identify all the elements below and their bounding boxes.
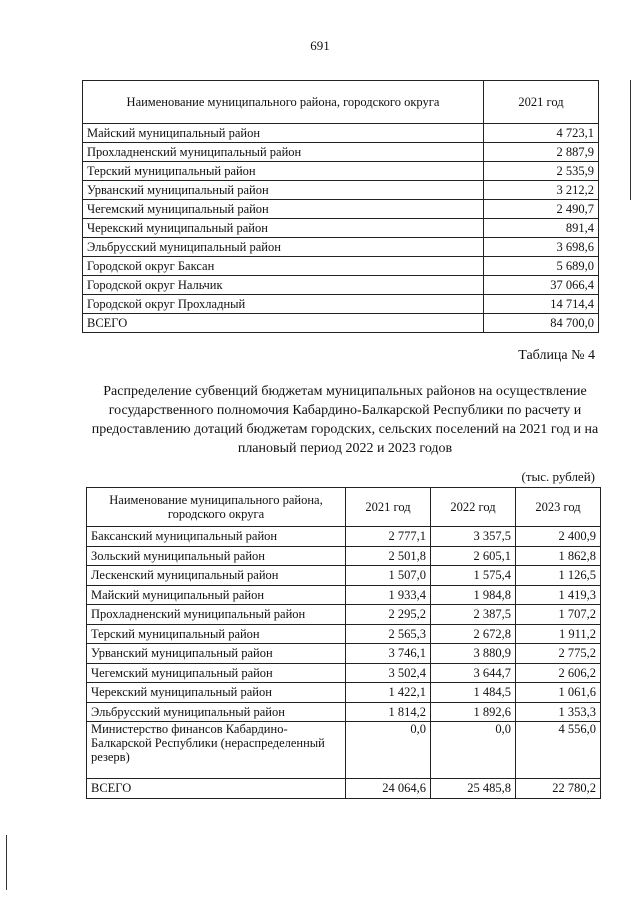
- table-row: [87, 663, 601, 683]
- value-cell: 2 565,3: [346, 624, 431, 644]
- value-cell: 2 887,9: [484, 143, 599, 162]
- value-cell: 1 422,1: [346, 683, 431, 703]
- value-cell: 25 485,8: [431, 779, 516, 799]
- row-name-cell: Прохладненский муниципальный район: [87, 605, 346, 625]
- table-row: [87, 683, 601, 703]
- column-header-2023: 2023 год: [516, 488, 601, 527]
- value-cell: 4 556,0: [516, 722, 601, 779]
- row-name-cell: Прохладненский муниципальный район: [83, 143, 484, 162]
- value-cell: 1 911,2: [516, 624, 601, 644]
- table-row: [83, 219, 599, 238]
- value-cell: 3 502,4: [346, 663, 431, 683]
- table-row: [83, 162, 599, 181]
- table-row: [87, 585, 601, 605]
- column-header-2021: 2021 год: [484, 81, 599, 124]
- value-cell: 0,0: [346, 722, 431, 779]
- value-cell: 1 353,3: [516, 702, 601, 722]
- table-row: [87, 566, 601, 586]
- row-name-cell: Министерство финансов Кабардино-Балкарской Республики (нераспределенный резерв): [87, 722, 346, 779]
- value-cell: 2 295,2: [346, 605, 431, 625]
- value-cell: 3 644,7: [431, 663, 516, 683]
- table-row: [83, 314, 599, 333]
- value-cell: 2 400,9: [516, 527, 601, 547]
- table-row: [83, 143, 599, 162]
- value-cell: 1 892,6: [431, 702, 516, 722]
- row-name-cell: Эльбрусский муниципальный район: [87, 702, 346, 722]
- value-cell: 1 575,4: [431, 566, 516, 586]
- column-header-name: Наименование муниципального района, городского округа: [83, 81, 484, 124]
- table-row: [83, 124, 599, 143]
- row-name-cell: ВСЕГО: [87, 779, 346, 799]
- value-cell: 891,4: [484, 219, 599, 238]
- value-cell: 2 535,9: [484, 162, 599, 181]
- value-cell: 3 698,6: [484, 238, 599, 257]
- value-cell: 1 933,4: [346, 585, 431, 605]
- scan-margin-line: [630, 80, 631, 200]
- table-row: [83, 276, 599, 295]
- value-cell: 2 606,2: [516, 663, 601, 683]
- subvention-table: [86, 487, 601, 799]
- table-header-row: [87, 488, 601, 527]
- value-cell: 2 777,1: [346, 527, 431, 547]
- value-cell: 3 746,1: [346, 644, 431, 664]
- value-cell: 2 387,5: [431, 605, 516, 625]
- value-cell: 5 689,0: [484, 257, 599, 276]
- row-name-cell: Чегемский муниципальный район: [83, 200, 484, 219]
- table-caption: Таблица № 4: [518, 348, 595, 363]
- row-name-cell: Майский муниципальный район: [83, 124, 484, 143]
- table-row: [87, 546, 601, 566]
- value-cell: 37 066,4: [484, 276, 599, 295]
- column-header-2021: 2021 год: [346, 488, 431, 527]
- value-cell: 22 780,2: [516, 779, 601, 799]
- value-cell: 14 714,4: [484, 295, 599, 314]
- value-cell: 1 507,0: [346, 566, 431, 586]
- table-row: [83, 257, 599, 276]
- value-cell: 0,0: [431, 722, 516, 779]
- value-cell: 2 501,8: [346, 546, 431, 566]
- column-header-2022: 2022 год: [431, 488, 516, 527]
- table-row: [87, 644, 601, 664]
- table-row: [87, 702, 601, 722]
- row-name-cell: Эльбрусский муниципальный район: [83, 238, 484, 257]
- row-name-cell: ВСЕГО: [83, 314, 484, 333]
- row-name-cell: Терский муниципальный район: [83, 162, 484, 181]
- row-name-cell: Городской округ Нальчик: [83, 276, 484, 295]
- column-header-name: Наименование муниципального района, городского округа: [87, 488, 346, 527]
- row-name-cell: Чегемский муниципальный район: [87, 663, 346, 683]
- value-cell: 4 723,1: [484, 124, 599, 143]
- allocation-table-2021: [82, 80, 599, 333]
- row-name-cell: Баксанский муниципальный район: [87, 527, 346, 547]
- value-cell: 3 880,9: [431, 644, 516, 664]
- value-cell: 1 707,2: [516, 605, 601, 625]
- row-name-cell: Зольский муниципальный район: [87, 546, 346, 566]
- row-name-cell: Городской округ Прохладный: [83, 295, 484, 314]
- table-title: Распределение субвенций бюджетам муниципальных районов на осуществление государственного полномочия Кабардино-Балкарской Республики по расчету и предоставлению дотаций бюджетам городских, сельских поселений на 2021 год и на плановый период 2022 и 2023 годов: [91, 384, 599, 456]
- value-cell: 2 775,2: [516, 644, 601, 664]
- value-cell: 1 126,5: [516, 566, 601, 586]
- table-row: [87, 779, 601, 799]
- scan-margin-line: [6, 835, 7, 890]
- value-cell: 1 484,5: [431, 683, 516, 703]
- table-row: [87, 527, 601, 547]
- table-row: [83, 295, 599, 314]
- page-number: 691: [310, 38, 330, 53]
- table-row: [87, 605, 601, 625]
- units-label: (тыс. рублей): [521, 469, 595, 484]
- row-name-cell: Урванский муниципальный район: [87, 644, 346, 664]
- table-row: [83, 238, 599, 257]
- table-row: [87, 624, 601, 644]
- value-cell: 1 419,3: [516, 585, 601, 605]
- row-name-cell: Городской округ Баксан: [83, 257, 484, 276]
- row-name-cell: Терский муниципальный район: [87, 624, 346, 644]
- table-header-row: [83, 81, 599, 124]
- value-cell: 2 605,1: [431, 546, 516, 566]
- value-cell: 2 490,7: [484, 200, 599, 219]
- row-name-cell: Майский муниципальный район: [87, 585, 346, 605]
- value-cell: 1 061,6: [516, 683, 601, 703]
- value-cell: 3 212,2: [484, 181, 599, 200]
- value-cell: 1 814,2: [346, 702, 431, 722]
- value-cell: 3 357,5: [431, 527, 516, 547]
- row-name-cell: Лескенский муниципальный район: [87, 566, 346, 586]
- row-name-cell: Черекский муниципальный район: [87, 683, 346, 703]
- value-cell: 24 064,6: [346, 779, 431, 799]
- value-cell: 84 700,0: [484, 314, 599, 333]
- value-cell: 1 862,8: [516, 546, 601, 566]
- row-name-cell: Черекский муниципальный район: [83, 219, 484, 238]
- value-cell: 1 984,8: [431, 585, 516, 605]
- row-name-cell: Урванский муниципальный район: [83, 181, 484, 200]
- table-row: [87, 722, 601, 779]
- table-row: [83, 181, 599, 200]
- table-row: [83, 200, 599, 219]
- value-cell: 2 672,8: [431, 624, 516, 644]
